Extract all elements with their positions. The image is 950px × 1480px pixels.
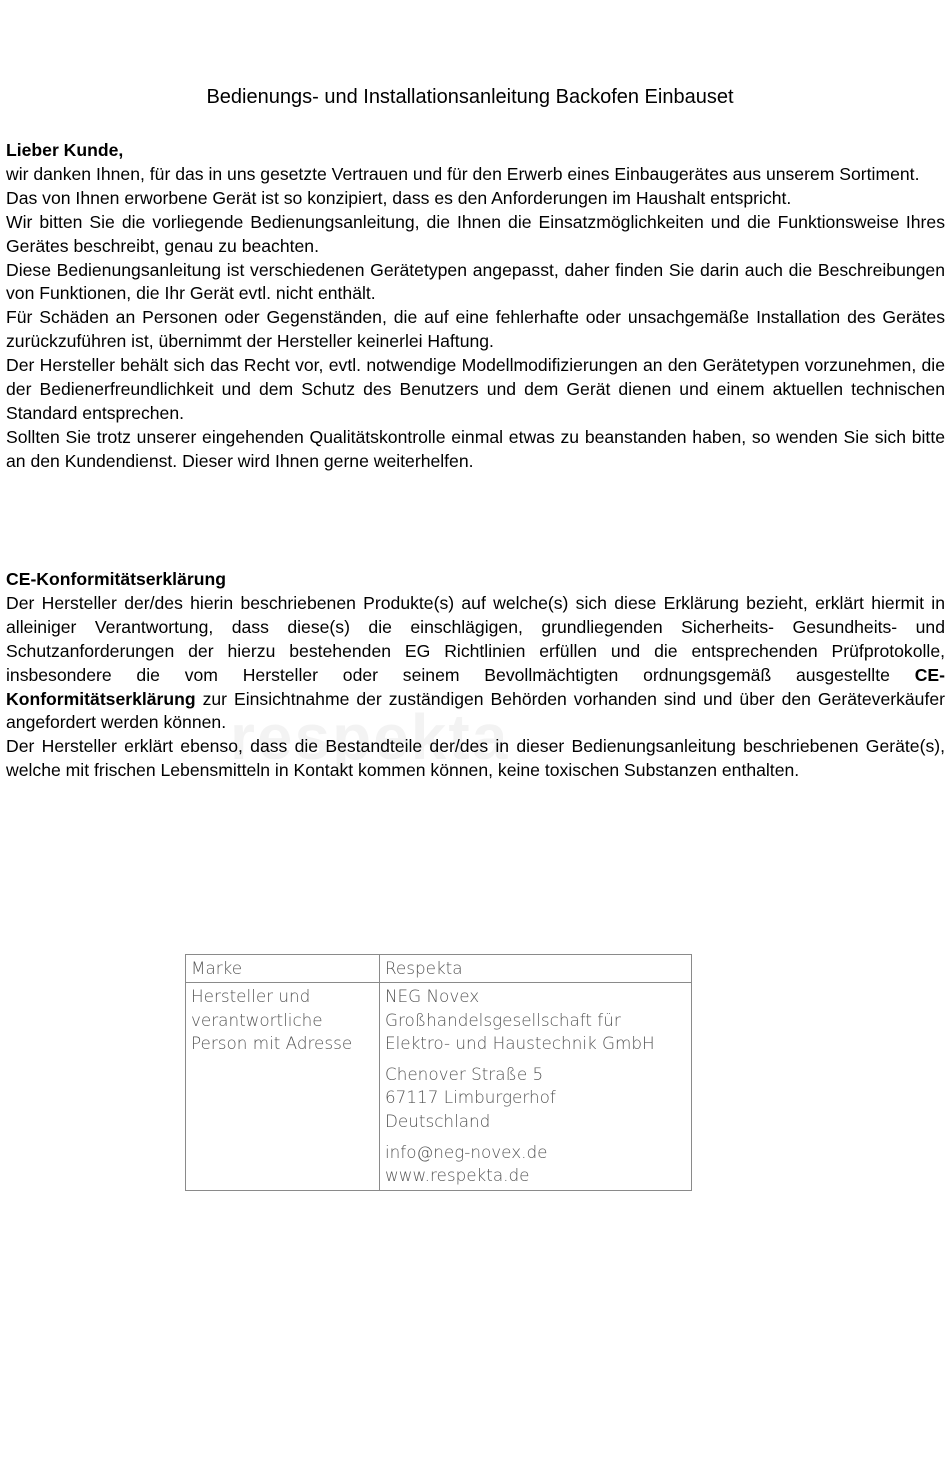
table-row [186,983,692,1190]
intro-paragraph: Sollten Sie trotz unserer eingehenden Qualitätskontrolle einmal etwas zu beanstanden haben, so wenden Sie sich bitte an den Kundendienst. Dieser wird Ihnen gerne weiterhelfen. [6,426,945,471]
table-row [186,955,692,983]
company-name [385,985,686,1055]
address-line: 67117 Limburgerhof [385,1087,556,1108]
company-line: Großhandelsgesellschaft für [385,1009,621,1030]
intro-paragraph: Das von Ihnen erworbene Gerät ist so konzipiert, dass es den Anforderungen im Haushalt entspricht. [6,187,792,208]
brand-value-cell: Respekta [380,955,692,983]
label-line: verantwortliche [191,1009,323,1030]
email-text: info@neg-novex.de [385,1142,548,1163]
document-title: Bedienungs- und Installationsanleitung Backofen Einbauset [206,86,734,108]
label-line: Person mit Adresse [191,1032,353,1053]
manufacturer-table [185,954,692,1191]
address-line: Deutschland [385,1110,491,1131]
intro-section [6,139,945,474]
intro-paragraph: Diese Bedienungsanleitung ist verschiedenen Gerätetypen angepasst, daher finden Sie darin auch die Beschreibungen von Funktionen, die Ihr Gerät evtl. nicht enthält. [6,259,945,304]
ce-text-end: zur Einsichtnahme der zuständigen Behörden vorhanden sind und über den Geräteverkäufer angefordert werden können. [6,688,945,733]
ce-section [6,568,945,783]
intro-paragraph: Für Schäden an Personen oder Gegenständen, die auf eine fehlerhafte oder unsachgemäße Installation des Gerätes zurückzuführen ist, übernimmt der Hersteller keinerlei Haftung. [6,307,945,352]
manufacturer-value-cell [380,983,692,1190]
ce-declaration-term: CE-Konformitätserklärung [6,664,945,709]
address-line: Chenover Straße 5 [385,1064,544,1085]
website-text: www.respekta.de [385,1165,530,1186]
contact-info [385,1141,686,1188]
company-line: NEG Novex [385,986,480,1007]
label-line: Hersteller und [191,986,311,1007]
postal-address [385,1063,686,1133]
ce-heading: CE-Konformitätserklärung [6,569,226,589]
ce-text-start: Der Hersteller der/des hierin beschriebenen Produkte(s) auf welche(s) sich diese Erklärung bezieht, erklärt hiermit in alleiniger Verantwortung, dass diese(s) die einschlägigen, grundliegenden Sicherheits- Gesundheits- und Schutzanforderungen der hierzu bestehenden EG Richtlinien erfüllen und die entsprechenden Prüfprotokolle, insbesondere die vom Hersteller oder seinem Bevollmächtigten ordnungsgemäß ausgestellte [6,592,945,685]
ce-paragraph [6,592,945,735]
intro-paragraph: Wir bitten Sie die vorliegende Bedienungsanleitung, die Ihnen die Einsatzmöglichkeiten und die Funktionsweise Ihres Gerätes beschreibt, genau zu beachten. [6,211,945,256]
intro-paragraph: wir danken Ihnen, für das in uns gesetzte Vertrauen und für den Erwerb eines Einbaugerätes aus unserem Sortiment. [6,163,920,184]
brand-label-cell: Marke [186,955,380,983]
ce-paragraph: Der Hersteller erklärt ebenso, dass die Bestandteile der/des in dieser Bedienungsanleitung beschriebenen Geräte(s), welche mit frischen Lebensmitteln in Kontakt kommen können, keine toxischen Substanzen enthalten. [6,736,945,781]
manufacturer-label-cell [186,983,380,1190]
intro-heading: Lieber Kunde, [6,140,124,160]
company-line: Elektro- und Haustechnik GmbH [385,1032,655,1053]
intro-paragraph: Der Hersteller behält sich das Recht vor, evtl. notwendige Modellmodifizierungen an den Gerätetypen vorzunehmen, die der Bedienerfreundlichkeit und dem Schutz des Benutzers und dem Gerät dienen und einem aktuellen technischen Standard entsprechen. [6,355,945,423]
